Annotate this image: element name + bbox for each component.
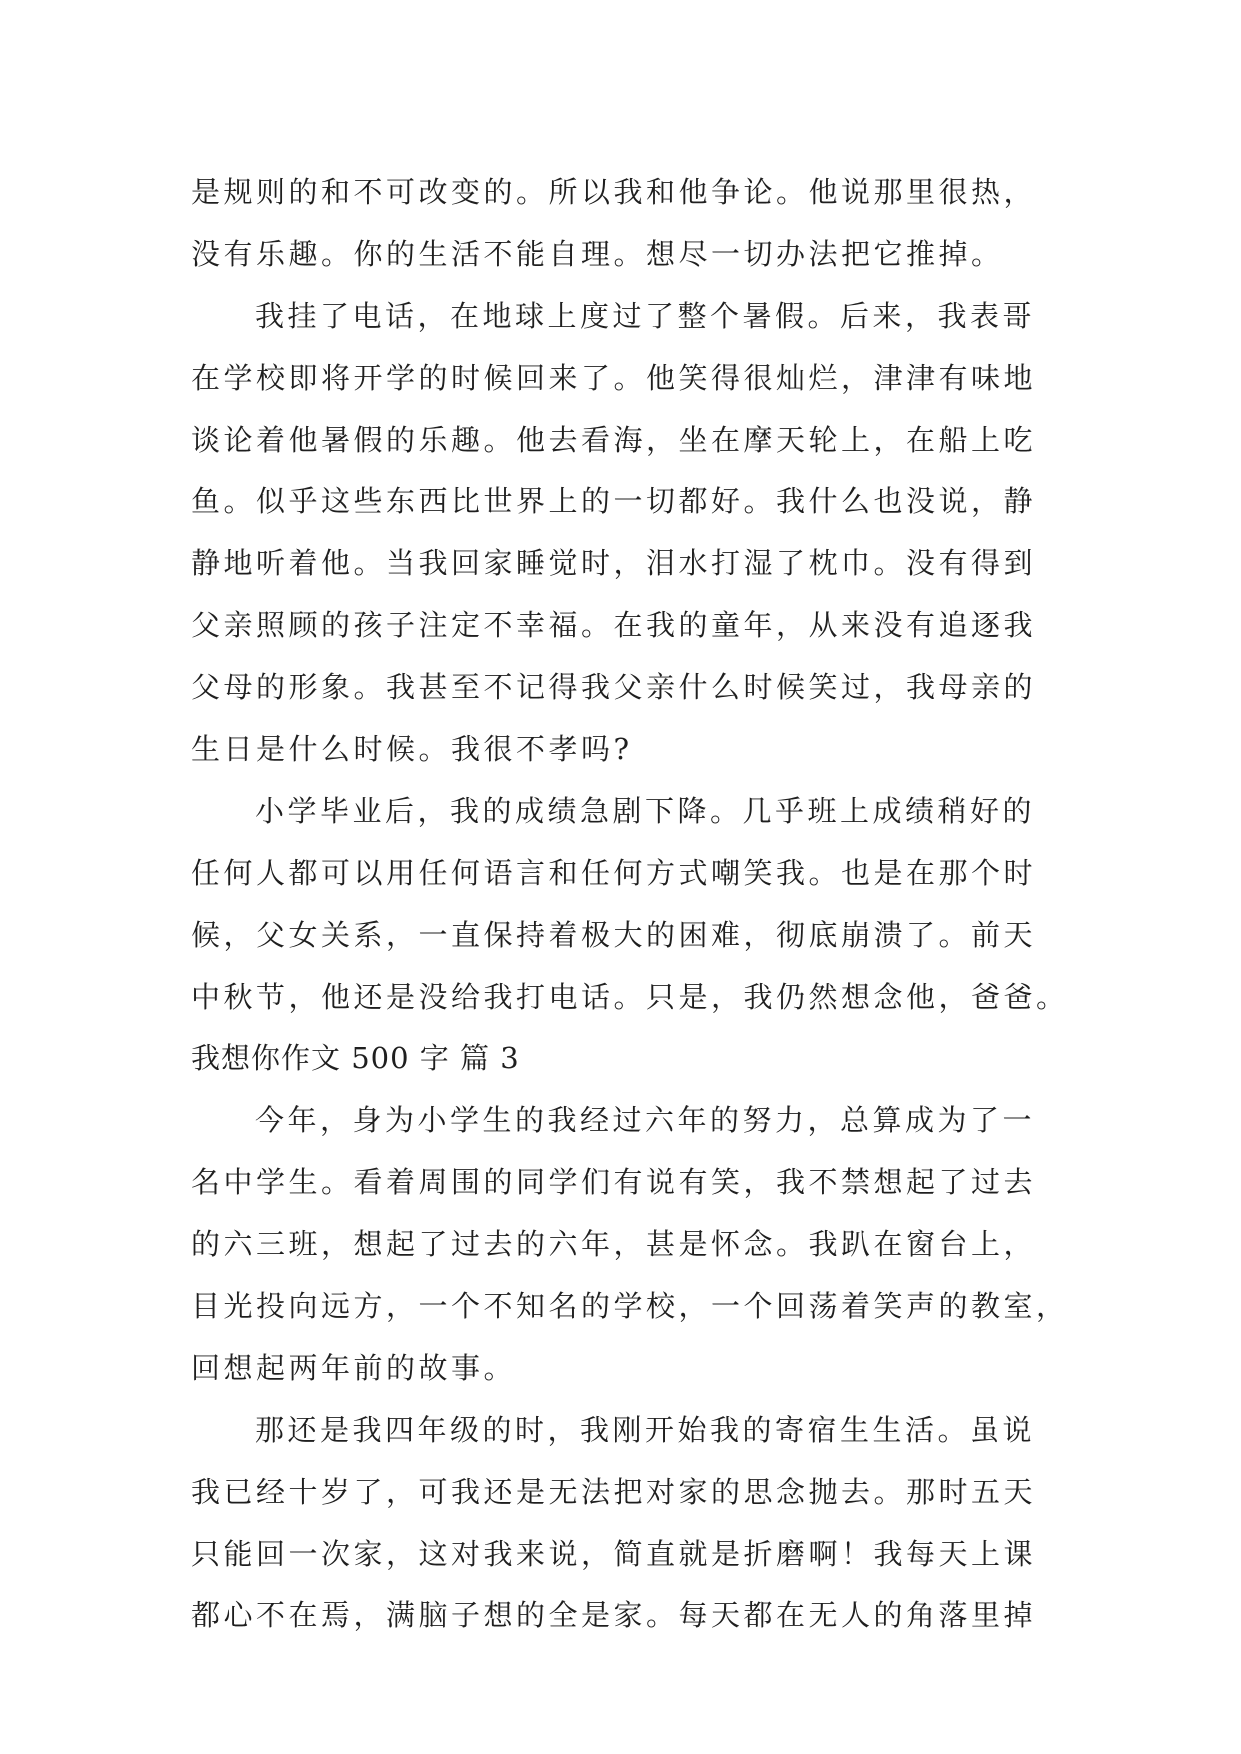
text-line: 名中学生。看着周围的同学们有说有笑，我不禁想起了过去 xyxy=(191,1165,1037,1200)
paragraph-start-line: 今年，身为小学生的我经过六年的努力，总算成为了一 xyxy=(255,1103,1036,1138)
section-heading: 我想你作文 500 字 篇 3 xyxy=(191,1041,520,1076)
text-line: 候，父女关系，一直保持着极大的困难，彻底崩溃了。前天 xyxy=(191,917,1037,952)
text-line: 只能回一次家，这对我来说，简直就是折磨啊！我每天上课 xyxy=(191,1536,1037,1571)
text-line: 我已经十岁了，可我还是无法把对家的思念抛去。那时五天 xyxy=(191,1474,1037,1509)
text-line: 没有乐趣。你的生活不能自理。想尽一切办法把它推掉。 xyxy=(191,236,1004,271)
text-line: 生日是什么时候。我很不孝吗? xyxy=(191,732,633,767)
text-line: 目光投向远方，一个不知名的学校，一个回荡着笑声的教室， xyxy=(191,1289,1069,1324)
paragraph-start-line: 那还是我四年级的时，我刚开始我的寄宿生生活。虽说 xyxy=(255,1412,1036,1447)
text-line: 回想起两年前的故事。 xyxy=(191,1350,517,1385)
text-line: 在学校即将开学的时候回来了。他笑得很灿烂，津津有味地 xyxy=(191,360,1037,395)
text-line: 任何人都可以用任何语言和任何方式嘲笑我。也是在那个时 xyxy=(191,855,1037,890)
text-line: 是规则的和不可改变的。所以我和他争论。他说那里很热， xyxy=(191,175,1037,209)
text-line: 都心不在焉，满脑子想的全是家。每天都在无人的角落里掉 xyxy=(191,1598,1037,1633)
text-line: 中秋节，他还是没给我打电话。只是，我仍然想念他，爸爸。 xyxy=(191,979,1069,1014)
text-line: 父亲照顾的孩子注定不幸福。在我的童年，从来没有追逐我 xyxy=(191,608,1037,643)
text-line: 谈论着他暑假的乐趣。他去看海，坐在摩天轮上，在船上吃 xyxy=(191,422,1037,457)
paragraph-start-line: 我挂了电话，在地球上度过了整个暑假。后来，我表哥 xyxy=(255,298,1036,333)
text-line: 鱼。似乎这些东西比世界上的一切都好。我什么也没说，静 xyxy=(191,484,1037,519)
text-line: 的六三班，想起了过去的六年，甚是怀念。我趴在窗台上， xyxy=(191,1227,1037,1262)
paragraph-start-line: 小学毕业后，我的成绩急剧下降。几乎班上成绩稍好的 xyxy=(255,793,1036,828)
body-text xyxy=(191,162,1069,1647)
text-line: 父母的形象。我甚至不记得我父亲什么时候笑过，我母亲的 xyxy=(191,670,1037,705)
text-line: 静地听着他。当我回家睡觉时，泪水打湿了枕巾。没有得到 xyxy=(191,546,1037,581)
